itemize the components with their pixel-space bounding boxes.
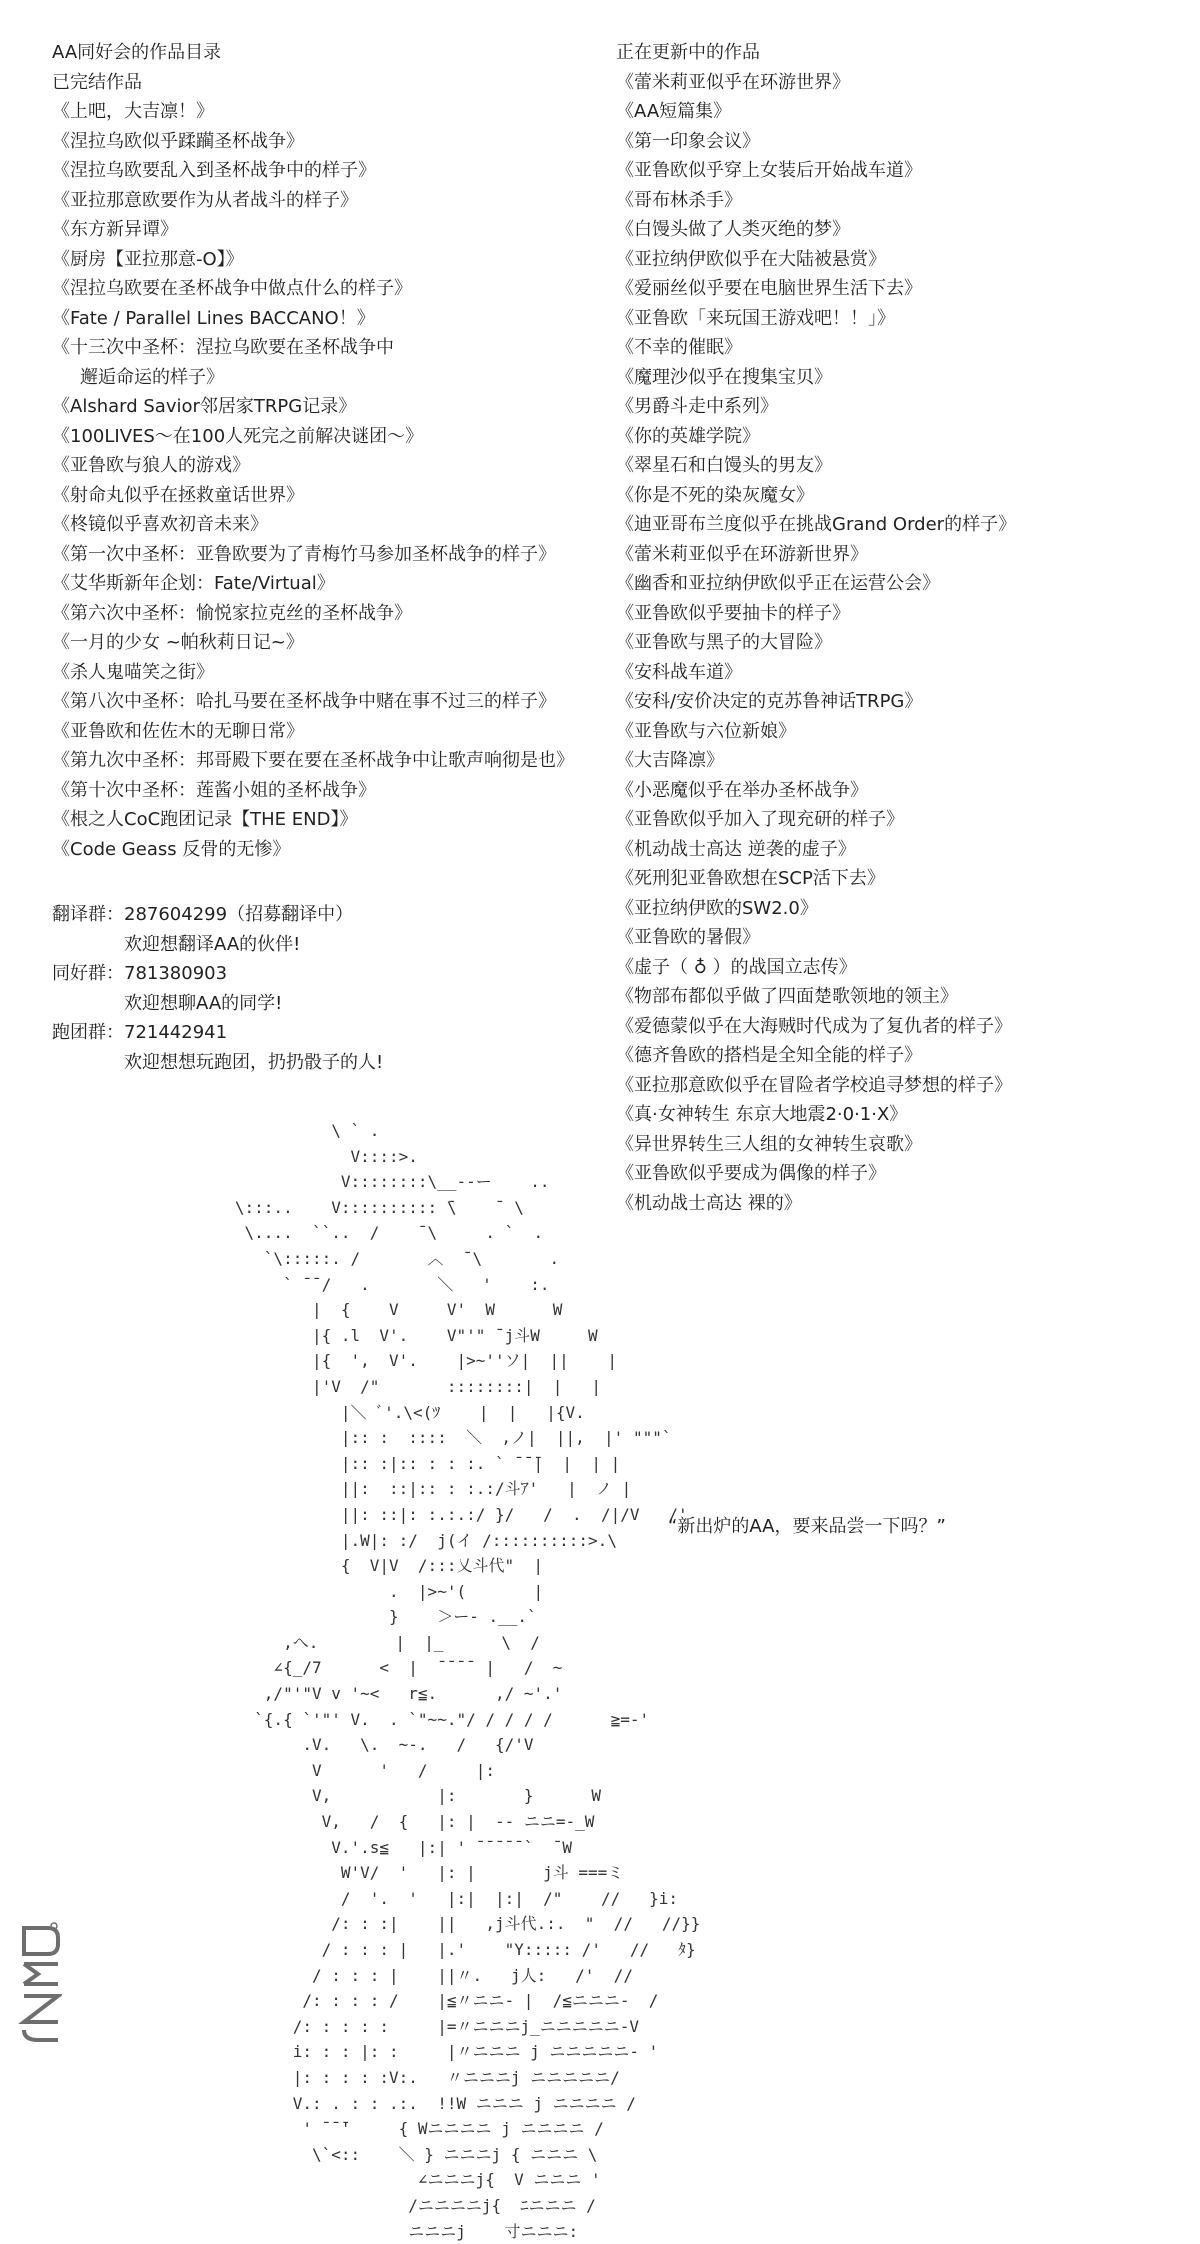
completed-works-heading: 已完结作品 [52,71,142,93]
completed-works-list [52,97,612,864]
list-item: 《东方新异谭》 [52,219,178,240]
list-item: 《哥布林杀手》 [616,189,742,211]
list-item: 《亚拉那意欧似乎在冒险者学校追寻梦想的样子》 [616,1074,1012,1096]
list-item: 《物部布都似乎做了四面楚歌领地的领主》 [616,986,958,1007]
list-item: 《亚鲁欧和佐佐木的无聊日常》 [52,720,304,742]
list-item: 《亚拉那意欧要作为从者战斗的样子》 [52,189,358,211]
list-item: 《Code Geass 反骨的无惨》 [52,838,291,860]
contact-label: 同好群： [52,963,124,984]
contact-value: 287604299（招募翻译中） [124,904,354,925]
contact-row-trpg [52,1018,612,1048]
list-item: 《亚鲁欧「来玩国王游戏吧！！」》 [616,307,895,329]
list-item: 《亚鲁欧似乎加入了现充研的样子》 [616,809,904,830]
list-item: 《不幸的催眠》 [616,337,742,358]
list-item: 《Fate / Parallel Lines BACCANO！》 [52,307,375,329]
list-item: 《亚拉纳伊欧的SW2.0》 [616,897,818,919]
list-item: 《根之人CoC跑团记录【THE END】》 [52,809,358,830]
list-item: 《虚子（ ♁ ）的战国立志传》 [616,956,857,978]
list-item: 《十三次中圣杯：涅拉乌欧要在圣杯战争中 [52,337,394,358]
list-item: 《涅拉乌欧似乎蹂躏圣杯战争》 [52,130,304,152]
list-item: 《真·女神转生 东京大地震2·0·1·X》 [616,1104,908,1125]
contact-groups [52,900,612,1077]
site-watermark-logo [18,1916,62,2046]
ongoing-works-column [616,38,1176,1218]
list-item: 《Alshard Savior邻居家TRPG记录》 [52,396,357,417]
list-item: 《涅拉乌欧要乱入到圣杯战争中的样子》 [52,160,376,181]
watermark-logo-icon [18,1916,62,2046]
list-item: 《100LIVES～在100人死完之前解决谜团～》 [52,425,424,447]
list-item: 《上吧，大吉凛！》 [52,101,214,122]
completed-works-column [52,38,612,1077]
character-quote: “新出炉的AA，要来品尝一下吗？” [668,1516,946,1537]
list-item: 《第八次中圣杯：哈扎马要在圣杯战争中赌在事不过三的样子》 [52,691,556,712]
list-item: 《幽香和亚拉纳伊欧似乎正在运营公会》 [616,573,940,594]
list-item: 《异世界转生三人组的女神转生哀歌》 [616,1133,922,1155]
list-item: 《厨房【亚拉那意-O】》 [52,248,244,270]
list-item: 《艾华斯新年企划：Fate/Virtual》 [52,573,335,594]
list-item: 《涅拉乌欧要在圣杯战争中做点什么的样子》 [52,278,412,299]
list-item: 《亚鲁欧似乎要抽卡的样子》 [616,602,850,624]
ongoing-works-list [616,68,1176,1219]
ascii-art-character: \ ` . V::::>. V::::::::\__--ー .. \:::.. V:::::::::: ̄\ ̄ \ \.... ``.. / ̄ \ . ` . `\:::::. / ︿ ̄ \ . ` ̄ ̄ / . ＼ ' :. | { V V' W W |{ .l V'. V"'" ̄ j斗W W |{ ', V'. |>~''ソ| || | |'V /" ::::::::| | | |＼ ﾞ'.\<(ﾂ | | |{V. |:: : :::: ＼ ,ノ| ||, |' """` |:: :|:: : : :. ` ̄ ̄ ̄| | | | ||: ::|:: : :.:/斗ｱ' | ノ | ||: ::|: :.:.:/ }/ / . /|/V /' |.W|: :/ j(イ /::::::::::>.\ { V|V /:::乂斗代" | . |>~'( | } ＞ー- .__.` ,へ. | |_ \ / ∠{_/7 < | ̄ ̄ ̄ ̄ | / ~ ,/"'"V v '~< r≦. ,/ ~'.' `{.{ `'"' V. . `"~~."/ / / / / ≧=-' .V. \. ~-. / {/'V V ' / |: V, |: } W V, / { |: | -- ニニ=-_W V.'.s≦ |:| ' ̄ ̄ ̄ ̄ ̄ ` ̄ W W'V/ ' |: | j斗 ===ミ / '. ' |:| |:| /" // }i: /: : :| || ,j斗代.:. " // //}} / : : : | |.' "Y::::: /' // ﾀ} / : : : | ||〃. j人: /' // /: : : : / |≦〃ニニ- | /≦ニニニ- / /: : : : : |=〃ニニニj_ニニニニニ-V i: : : |: : |〃ニニニ j ニニニニニ- ' |: : : : :V:. 〃ニニニj ニニニニニ/ V.: . : : .:. !!W ニニニ j ニニニニ / ' ̄ ̄ ̄' { Wニニニニ j ニニニニ / \`<:: ＼ } ニニニj { ニニニ \ ∠ニニニj{ V ニニニ ' /ニニニニj{ ﾆニニニ / ニニニj 寸ニニニ: [234,1121,701,2241]
list-item: 《爱德蒙似乎在大海贼时代成为了复仇者的样子》 [616,1015,1012,1037]
list-item: 《AA短篇集》 [616,101,732,122]
list-item: 《柊镜似乎喜欢初音未来》 [52,514,268,535]
list-item: 《德齐鲁欧的搭档是全知全能的样子》 [616,1045,922,1066]
list-item: 《蕾米莉亚似乎在环游世界》 [616,71,850,93]
list-item: 《亚鲁欧与黑子的大冒险》 [616,632,832,653]
contact-label: 翻译群： [52,904,124,925]
list-item: 《亚鲁欧与六位新娘》 [616,720,796,742]
list-item: 《迪亚哥布兰度似乎在挑战Grand Order的样子》 [616,514,1017,535]
list-item: 《安科战车道》 [616,661,742,683]
list-item: 《第九次中圣杯：邦哥殿下要在要在圣杯战争中让歌声响彻是也》 [52,750,574,771]
list-item: 《机动战士高达 裸的》 [616,1192,802,1214]
list-item: 《男爵斗走中系列》 [616,396,778,417]
list-item: 《白馒头做了人类灭绝的梦》 [616,219,850,240]
list-item: 《大吉降凛》 [616,750,724,771]
list-item: 《第十次中圣杯：莲酱小姐的圣杯战争》 [52,779,376,801]
contact-note: 欢迎想翻译AA的伙伴! [124,933,301,955]
list-item: 《亚鲁欧似乎要成为偶像的样子》 [616,1163,886,1184]
contact-note: 欢迎想聊AA的同学! [124,992,283,1014]
list-item: 《小恶魔似乎在举办圣杯战争》 [616,779,868,801]
list-item: 《死刑犯亚鲁欧想在SCP活下去》 [616,868,885,889]
list-item: 《爱丽丝似乎要在电脑世界生活下去》 [616,278,922,299]
list-item: 《亚鲁欧的暑假》 [616,927,760,948]
list-item: 《安科/安价决定的克苏鲁神话TRPG》 [616,691,923,712]
list-item: 《蕾米莉亚似乎在环游新世界》 [616,543,868,565]
list-item: 《你是不死的染灰魔女》 [616,484,814,506]
list-item: 《射命丸似乎在拯救童话世界》 [52,484,304,506]
list-item: 《魔理沙似乎在搜集宝贝》 [616,366,832,388]
list-item: 《亚鲁欧似乎穿上女装后开始战车道》 [616,160,922,181]
list-item: 《第六次中圣杯：愉悦家拉克丝的圣杯战争》 [52,602,412,624]
ongoing-works-heading: 正在更新中的作品 [616,42,760,63]
list-item: 《机动战士高达 逆袭的虚子》 [616,838,856,860]
list-item: 《一月的少女 ~帕秋莉日记~》 [52,632,304,653]
catalog-header: AA同好会的作品目录 [52,42,222,63]
contact-value: 721442941 [124,1022,228,1043]
list-item: 《第一印象会议》 [616,130,760,152]
contact-row-fans [52,959,612,989]
list-item: 《你的英雄学院》 [616,425,760,447]
contact-label: 跑团群： [52,1022,124,1043]
contact-note: 欢迎想想玩跑团，扔扔骰子的人! [124,1051,384,1073]
list-item: 《翠星石和白馒头的男友》 [616,455,832,476]
list-item: 《杀人鬼喵笑之街》 [52,661,214,683]
contact-value: 781380903 [124,963,228,984]
list-item: 《第一次中圣杯：亚鲁欧要为了青梅竹马参加圣杯战争的样子》 [52,543,556,565]
list-item: 《亚拉纳伊欧似乎在大陆被悬赏》 [616,248,886,270]
list-item: 《亚鲁欧与狼人的游戏》 [52,455,250,476]
contact-row-translation [52,900,612,930]
list-item-continuation: 邂逅命运的样子》 [80,366,224,388]
